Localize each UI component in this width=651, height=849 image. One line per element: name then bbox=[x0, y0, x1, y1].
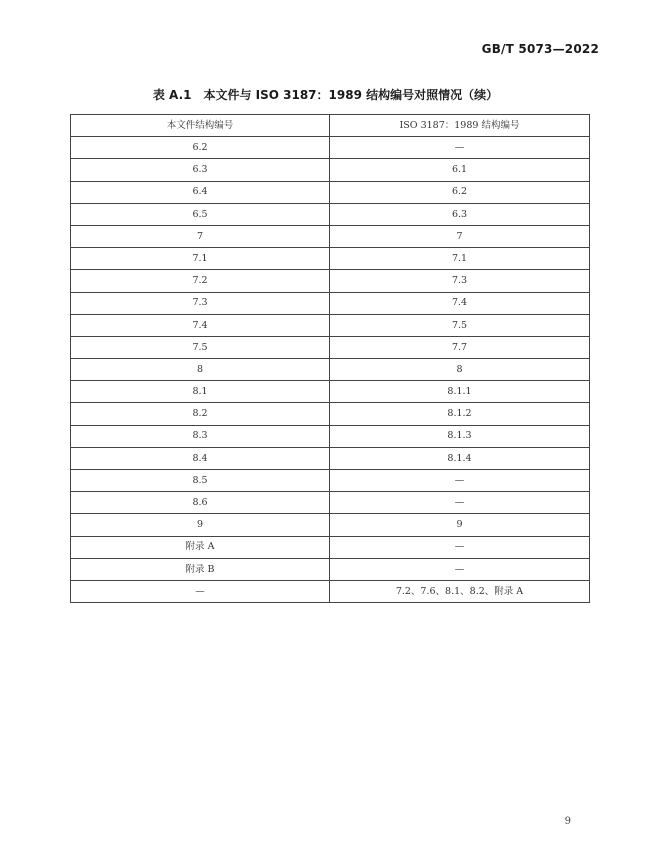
table-row bbox=[71, 403, 590, 425]
cell-iso-number: — bbox=[330, 492, 590, 514]
table-row bbox=[71, 159, 590, 181]
structure-comparison-table bbox=[70, 114, 590, 603]
cell-iso-number: 7 bbox=[330, 225, 590, 247]
table-row bbox=[71, 181, 590, 203]
table-row bbox=[71, 248, 590, 270]
table-header-row bbox=[71, 115, 590, 137]
table-row bbox=[71, 137, 590, 159]
table-row bbox=[71, 359, 590, 381]
table-row bbox=[71, 425, 590, 447]
cell-iso-number: 9 bbox=[330, 514, 590, 536]
cell-this-document-number: 7.5 bbox=[71, 336, 330, 358]
cell-this-document-number: 8.4 bbox=[71, 447, 330, 469]
cell-this-document-number: 8.5 bbox=[71, 470, 330, 492]
cell-this-document-number: 8 bbox=[71, 359, 330, 381]
table-body bbox=[71, 137, 590, 603]
table-row bbox=[71, 381, 590, 403]
cell-iso-number: 8.1.2 bbox=[330, 403, 590, 425]
table-row bbox=[71, 292, 590, 314]
column-header-iso-3187: ISO 3187：1989 结构编号 bbox=[330, 115, 590, 137]
column-header-this-document: 本文件结构编号 bbox=[71, 115, 330, 137]
table-row bbox=[71, 558, 590, 580]
cell-this-document-number: 8.1 bbox=[71, 381, 330, 403]
cell-this-document-number: 6.4 bbox=[71, 181, 330, 203]
cell-this-document-number: 6.5 bbox=[71, 203, 330, 225]
cell-this-document-number: 7.1 bbox=[71, 248, 330, 270]
table-row bbox=[71, 225, 590, 247]
cell-iso-number: 7.2、7.6、8.1、8.2、附录 A bbox=[330, 580, 590, 602]
cell-this-document-number: 6.2 bbox=[71, 137, 330, 159]
cell-iso-number: 7.1 bbox=[330, 248, 590, 270]
table-row bbox=[71, 314, 590, 336]
table-row bbox=[71, 536, 590, 558]
cell-iso-number: 8.1.3 bbox=[330, 425, 590, 447]
cell-iso-number: — bbox=[330, 536, 590, 558]
table-row bbox=[71, 580, 590, 602]
cell-iso-number: — bbox=[330, 470, 590, 492]
cell-iso-number: 7.3 bbox=[330, 270, 590, 292]
cell-this-document-number: — bbox=[71, 580, 330, 602]
cell-iso-number: 8.1.4 bbox=[330, 447, 590, 469]
cell-this-document-number: 8.3 bbox=[71, 425, 330, 447]
cell-this-document-number: 附录 B bbox=[71, 558, 330, 580]
cell-this-document-number: 7.4 bbox=[71, 314, 330, 336]
cell-this-document-number: 附录 A bbox=[71, 536, 330, 558]
table-row bbox=[71, 492, 590, 514]
table-title: 表 A.1 本文件与 ISO 3187：1989 结构编号对照情况（续） bbox=[152, 88, 499, 102]
cell-this-document-number: 8.6 bbox=[71, 492, 330, 514]
cell-iso-number: 6.2 bbox=[330, 181, 590, 203]
table-row bbox=[71, 203, 590, 225]
cell-iso-number: 7.4 bbox=[330, 292, 590, 314]
cell-iso-number: 7.5 bbox=[330, 314, 590, 336]
cell-iso-number: — bbox=[330, 137, 590, 159]
cell-this-document-number: 6.3 bbox=[71, 159, 330, 181]
cell-this-document-number: 7.3 bbox=[71, 292, 330, 314]
table-row bbox=[71, 336, 590, 358]
cell-iso-number: 8 bbox=[330, 359, 590, 381]
cell-this-document-number: 9 bbox=[71, 514, 330, 536]
cell-this-document-number: 7 bbox=[71, 225, 330, 247]
cell-this-document-number: 8.2 bbox=[71, 403, 330, 425]
cell-iso-number: 8.1.1 bbox=[330, 381, 590, 403]
standard-code: GB/T 5073—2022 bbox=[481, 42, 599, 56]
cell-iso-number: 7.7 bbox=[330, 336, 590, 358]
table-row bbox=[71, 447, 590, 469]
table-row bbox=[71, 470, 590, 492]
page-number: 9 bbox=[564, 816, 571, 827]
cell-this-document-number: 7.2 bbox=[71, 270, 330, 292]
cell-iso-number: — bbox=[330, 558, 590, 580]
table-row bbox=[71, 270, 590, 292]
cell-iso-number: 6.3 bbox=[330, 203, 590, 225]
table-row bbox=[71, 514, 590, 536]
cell-iso-number: 6.1 bbox=[330, 159, 590, 181]
